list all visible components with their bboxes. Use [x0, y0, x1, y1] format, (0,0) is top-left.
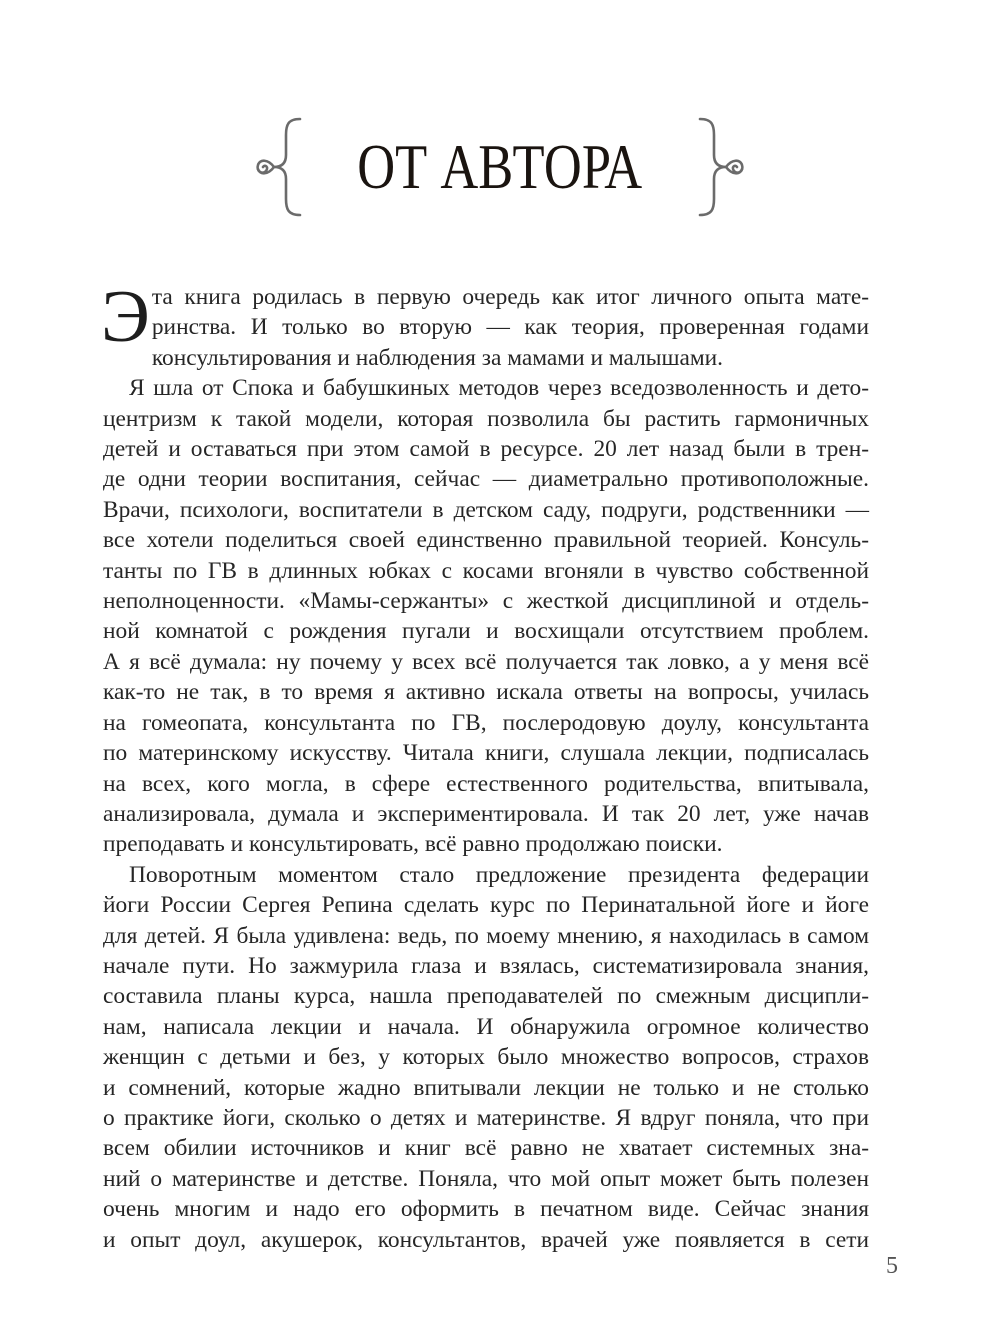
text-line: танты по ГВ в длинных юбках с косами вгоняли в чувство собственной [103, 557, 869, 584]
paragraph-2 [103, 373, 869, 860]
text-line: преподавать и консультировать, всё равно продолжаю поиски. [103, 831, 723, 858]
text-line: составила планы курса, нашла преподавателей по смежным дисципли- [103, 983, 869, 1010]
text-line: ринства. И только во вторую — как теория, проверенная годами [151, 314, 869, 341]
paragraph-1 [101, 276, 869, 373]
paragraph-3 [103, 860, 869, 1255]
text-line: и опыт доул, акушерок, консультантов, врачей уже появляется в сети [103, 1226, 869, 1253]
text-line: для детей. Я была удивлена: ведь, по моему мнению, я находилась в самом [103, 922, 869, 949]
text-line: и сомнений, которые жадно впитывали лекции не только и не столько [103, 1074, 869, 1101]
text-line: Врачи, психологи, воспитатели в детском саду, подруги, родственники — [103, 496, 869, 523]
text-line: ний о материнстве и детстве. Поняла, что мой опыт может быть полезен [103, 1165, 869, 1192]
page-number: 5 [886, 1253, 898, 1279]
body-text [101, 276, 869, 1255]
text-line: как-то не так, в то время я активно искала ответы на вопросы, училась [103, 679, 869, 706]
text-line: по материнскому искусству. Читала книги, слушала лекции, подписалась [103, 740, 869, 767]
left-ornamental-brace-icon [254, 115, 312, 219]
text-line: Поворотным моментом стало предложение президента федерации [129, 861, 869, 888]
text-line: А я всё думала: ну почему у всех всё получается так ловко, а у меня всё [103, 648, 869, 675]
text-line: все хотели поделиться своей единственно правильной теорией. Консуль- [103, 527, 869, 554]
chapter-title: ОТ АВТОРА [357, 131, 643, 202]
chapter-heading [0, 112, 1000, 222]
text-line: неполноценности. «Мамы-сержанты» с жесткой дисциплиной и отдель- [103, 588, 869, 615]
text-line: женщин с детьми и без, у которых было множество вопросов, страхов [103, 1044, 869, 1071]
text-line: нам, написала лекции и начала. И обнаружила огромное количество [103, 1013, 869, 1040]
text-line: центризм к такой модели, которая позволила бы растить гармоничных [103, 405, 869, 432]
text-line: ной комнатой с рождения пугали и восхищали отсутствием проблем. [103, 618, 869, 645]
text-line: анализировала, думала и экспериментировала. И так 20 лет, уже начав [103, 800, 869, 827]
text-line: Я шла от Спока и бабушкиных методов через вседозволенность и дето- [129, 375, 869, 402]
text-line: на всех, кого могла, в сфере естественного родительства, впитывала, [103, 770, 869, 797]
text-line: на гомеопата, консультанта по ГВ, послеродовую доулу, консультанта [103, 709, 869, 736]
text-line: консультирования и наблюдения за мамами и малышами. [151, 344, 724, 371]
text-line: очень многим и надо его оформить в печатном виде. Сейчас знания [103, 1196, 869, 1223]
text-line: та книга родилась в первую очередь как итог личного опыта мате- [151, 284, 869, 310]
text-line: всем обилии источников и книг всё равно не хватает системных зна- [103, 1135, 869, 1162]
text-line: детей и оставаться при этом самой в ресурсе. 20 лет назад были в трен- [103, 436, 869, 463]
drop-cap: Э [101, 276, 150, 358]
text-line: о практике йоги, сколько о детях и материнстве. Я вдруг поняла, что при [103, 1104, 869, 1131]
text-line: начале пути. Но зажмурила глаза и взялась, систематизировала знания, [103, 952, 869, 979]
text-line: йоги России Сергея Репина сделать курс по Перинатальной йоге и йоге [103, 892, 869, 919]
text-line: де одни теории воспитания, сейчас — диаметрально противоположные. [103, 466, 869, 493]
right-ornamental-brace-icon [688, 115, 746, 219]
